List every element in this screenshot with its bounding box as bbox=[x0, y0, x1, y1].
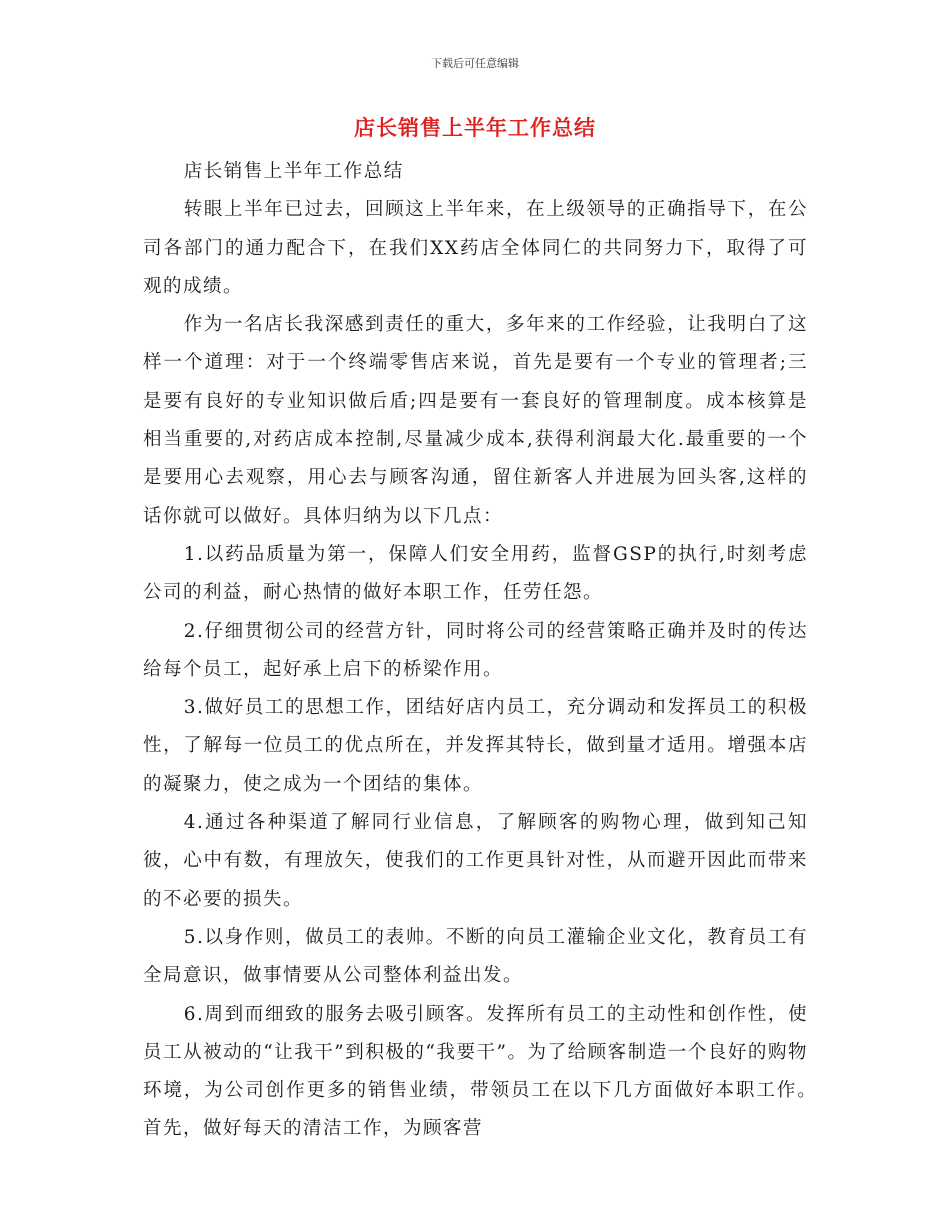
document-body bbox=[143, 153, 849, 1149]
paragraph-point-4: 4.通过各种渠道了解同行业信息，了解顾客的购物心理，做到知己知彼，心中有数，有理放矢，使我们的工作更具针对性，从而避开因此而带来的不必要的损失。 bbox=[143, 812, 808, 910]
page-header-note: 下载后可任意编辑 bbox=[431, 57, 519, 70]
paragraph-point-3: 3.做好员工的思想工作，团结好店内员工，充分调动和发挥员工的积极性，了解每一位员工的优点所在，并发挥其特长，做到量才适用。增强本店的凝聚力，使之成为一个团结的集体。 bbox=[143, 697, 808, 795]
paragraph-point-5: 5.以身作则，做员工的表帅。不断的向员工灌输企业文化，教育员工有全局意识，做事情要从公司整体利益出发。 bbox=[143, 926, 808, 987]
paragraph-intro: 转眼上半年已过去，回顾这上半年来，在上级领导的正确指导下，在公司各部门的通力配合下，在我们XX药店全体同仁的共同努力下，取得了可观的成绩。 bbox=[143, 199, 808, 297]
paragraph-point-1: 1.以药品质量为第一，保障人们安全用药，监督GSP的执行,时刻考虑公司的利益，耐心热情的做好本职工作，任劳任怨。 bbox=[143, 543, 808, 604]
paragraph-subtitle: 店长销售上半年工作总结 bbox=[183, 161, 404, 182]
paragraph-experience: 作为一名店长我深感到责任的重大，多年来的工作经验，让我明白了这样一个道理：对于一个终端零售店来说，首先是要有一个专业的管理者;三是要有良好的专业知识做后盾;四是要有一套良好的管理制度。成本核算是相当重要的,对药店成本控制,尽量减少成本,获得利润最大化.最重要的一个是要用心去观察，用心去与顾客沟通，留住新客人并进展为回头客,这样的话你就可以做好。具体归纳为以下几点： bbox=[143, 314, 808, 527]
paragraph-point-6: 6.周到而细致的服务去吸引顾客。发挥所有员工的主动性和创作性，使员工从被动的“让我干”到积极的“我要干”。为了给顾客制造一个良好的购物环境，为公司创作更多的销售业绩，带领员工在以下几方面做好本职工作。 首先，做好每天的清洁工作，为顾客营 bbox=[143, 1003, 849, 1140]
document-title: 店长销售上半年工作总结 bbox=[354, 116, 596, 140]
paragraph-point-2: 2.仔细贯彻公司的经营方针，同时将公司的经营策略正确并及时的传达给每个员工，起好承上启下的桥梁作用。 bbox=[143, 620, 808, 680]
